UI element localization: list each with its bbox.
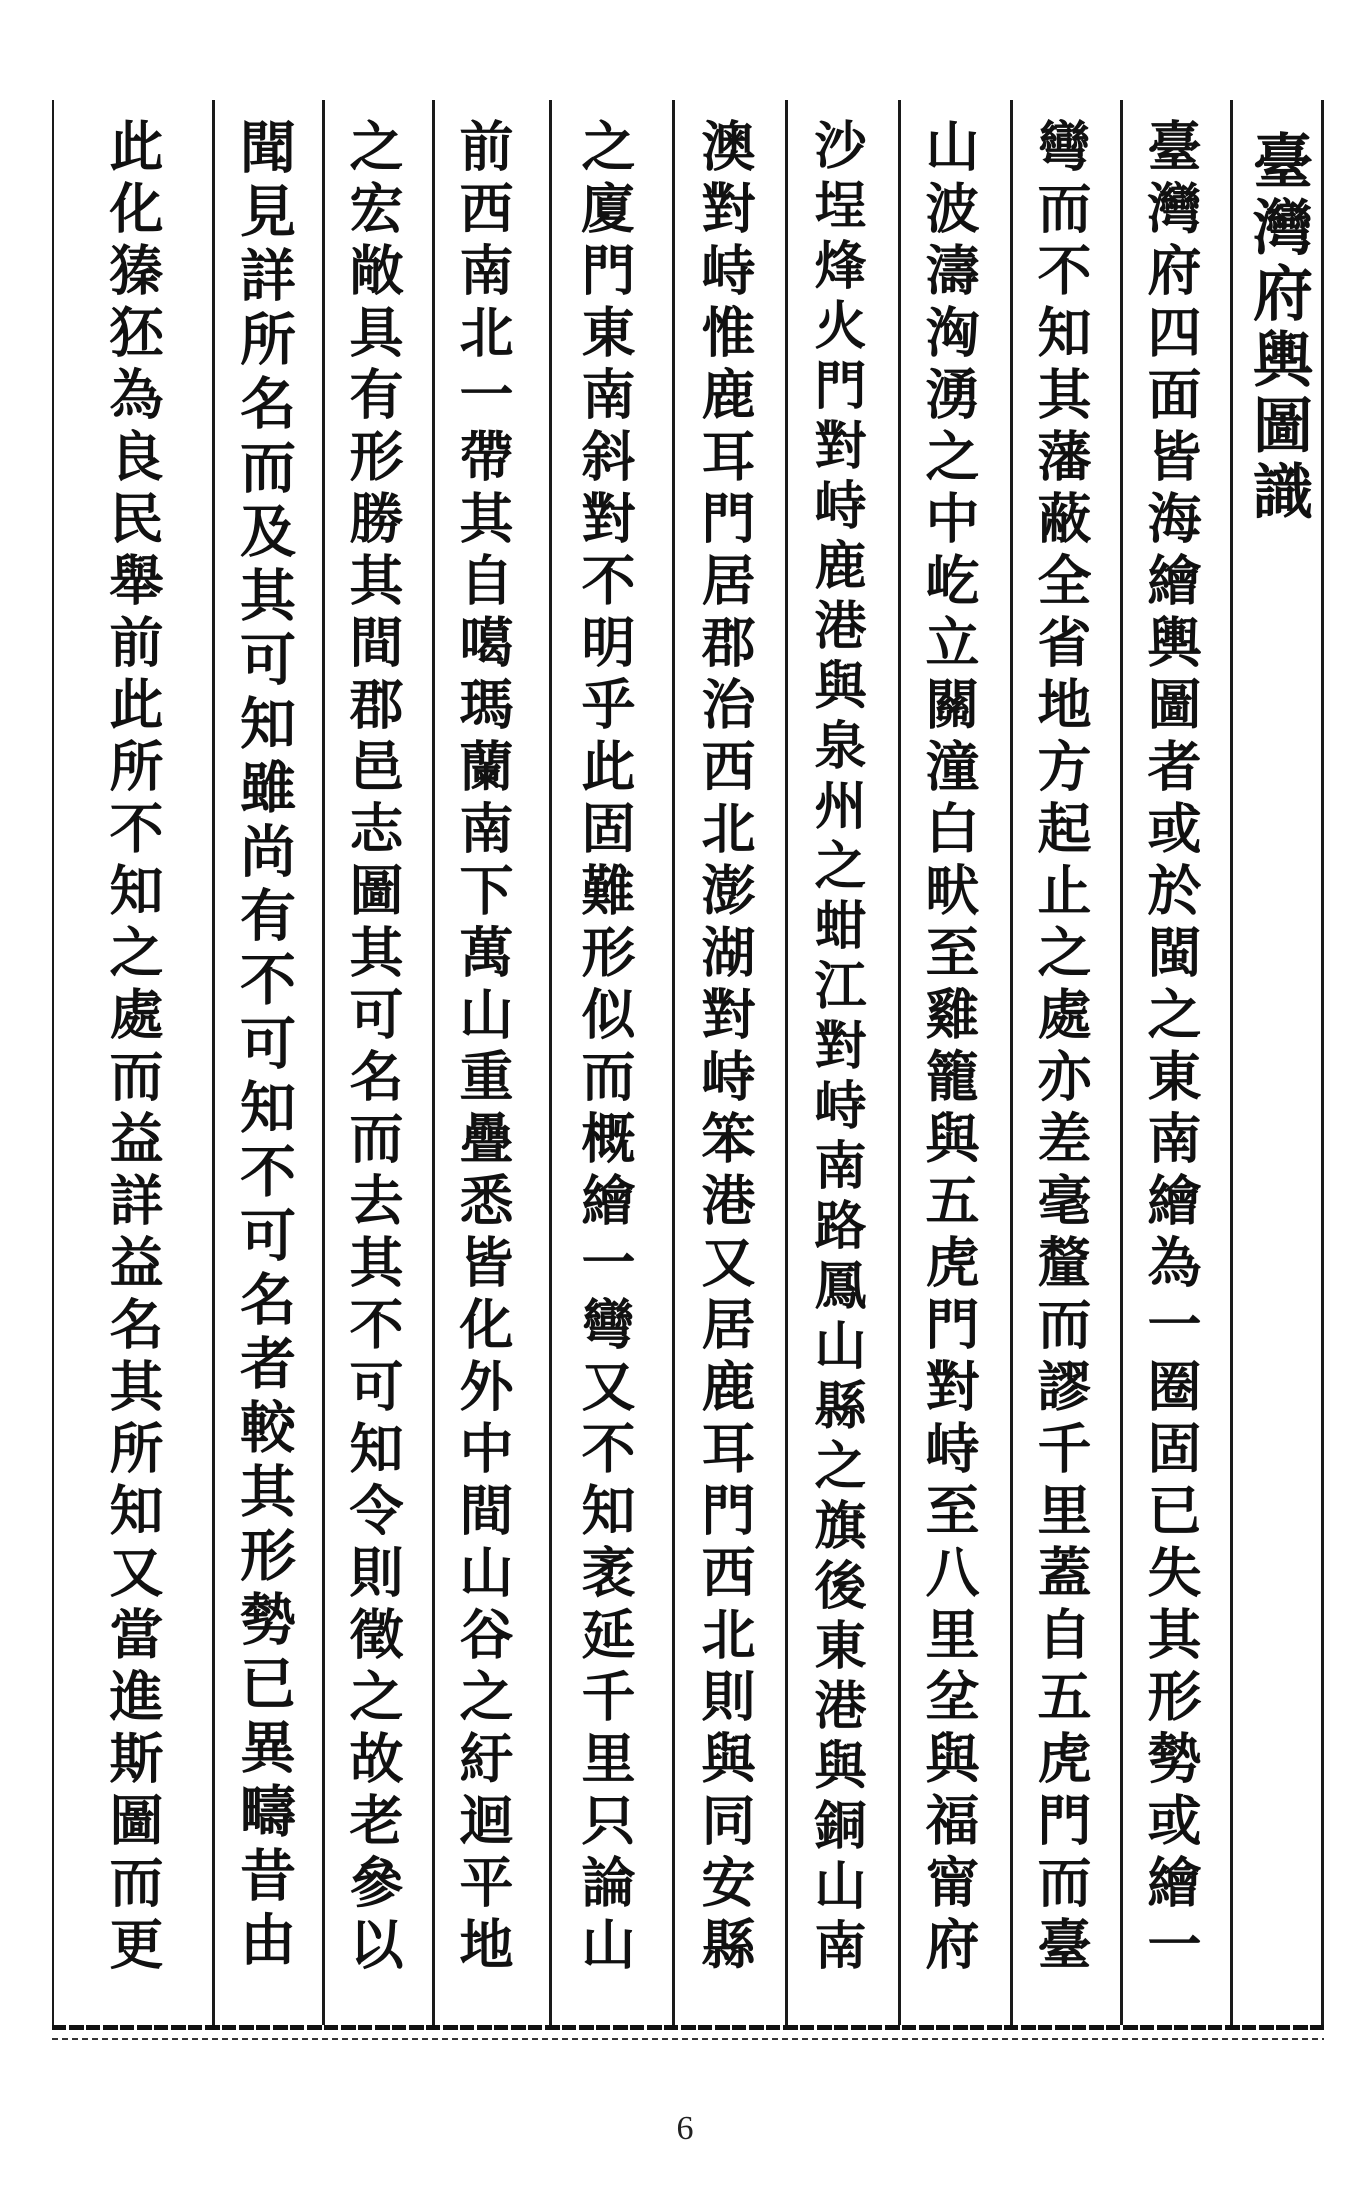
frame-bottom-rule (52, 2025, 1324, 2030)
text-column: 臺灣府四面皆海繪輿圖者或於閩之東南繪為一圈固已失其形勢或繪一 (1139, 118, 1203, 1978)
column-rule (549, 100, 552, 2030)
frame-right-edge (1321, 100, 1324, 2030)
column-rule (785, 100, 788, 2030)
document-title: 臺灣府輿圖識 (1243, 130, 1313, 526)
text-column: 此化獉狉為良民舉前此所不知之處而益詳益名其所知又當進斯圖而更 (101, 118, 165, 1978)
column-rule (212, 100, 215, 2030)
column-rule (432, 100, 435, 2030)
text-column: 山波濤洶湧之中屹立關潼白畎至雞籠與五虎門對峙至八里坌與福甯府 (917, 118, 981, 1978)
column-rule (1010, 100, 1013, 2030)
text-column: 之廈門東南斜對不明乎此固難形似而概繪一彎又不知袤延千里只論山 (573, 118, 637, 1978)
column-rule (1120, 100, 1123, 2030)
frame-left-edge (52, 100, 54, 2030)
frame-bottom-rule-secondary (52, 2038, 1324, 2040)
text-column: 前西南北一帶其自噶瑪蘭南下萬山重疊悉皆化外中間山谷之紆迴平地 (451, 118, 515, 1978)
page-number: 6 (676, 2110, 694, 2147)
text-column: 沙埕烽火門對峙鹿港與泉州之蚶江對峙南路鳳山縣之旗後東港與銅山南 (805, 118, 866, 1978)
column-rule (898, 100, 901, 2030)
text-column: 彎而不知其藩蔽全省地方起止之處亦差毫釐而謬千里蓋自五虎門而臺 (1029, 118, 1093, 1978)
text-column: 之宏敞具有形勝其間郡邑志圖其可名而去其不可知令則徵之故老參以 (341, 118, 405, 1978)
page-frame (52, 100, 1324, 2030)
column-rule (322, 100, 325, 2030)
column-rule (672, 100, 675, 2030)
text-column: 澳對峙惟鹿耳門居郡治西北澎湖對峙笨港又居鹿耳門西北則與同安縣 (693, 118, 757, 1978)
column-rule (1230, 100, 1233, 2030)
text-column: 聞見詳所名而及其可知雖尚有不可知不可名者較其形勢已異疇昔由 (231, 118, 297, 1974)
